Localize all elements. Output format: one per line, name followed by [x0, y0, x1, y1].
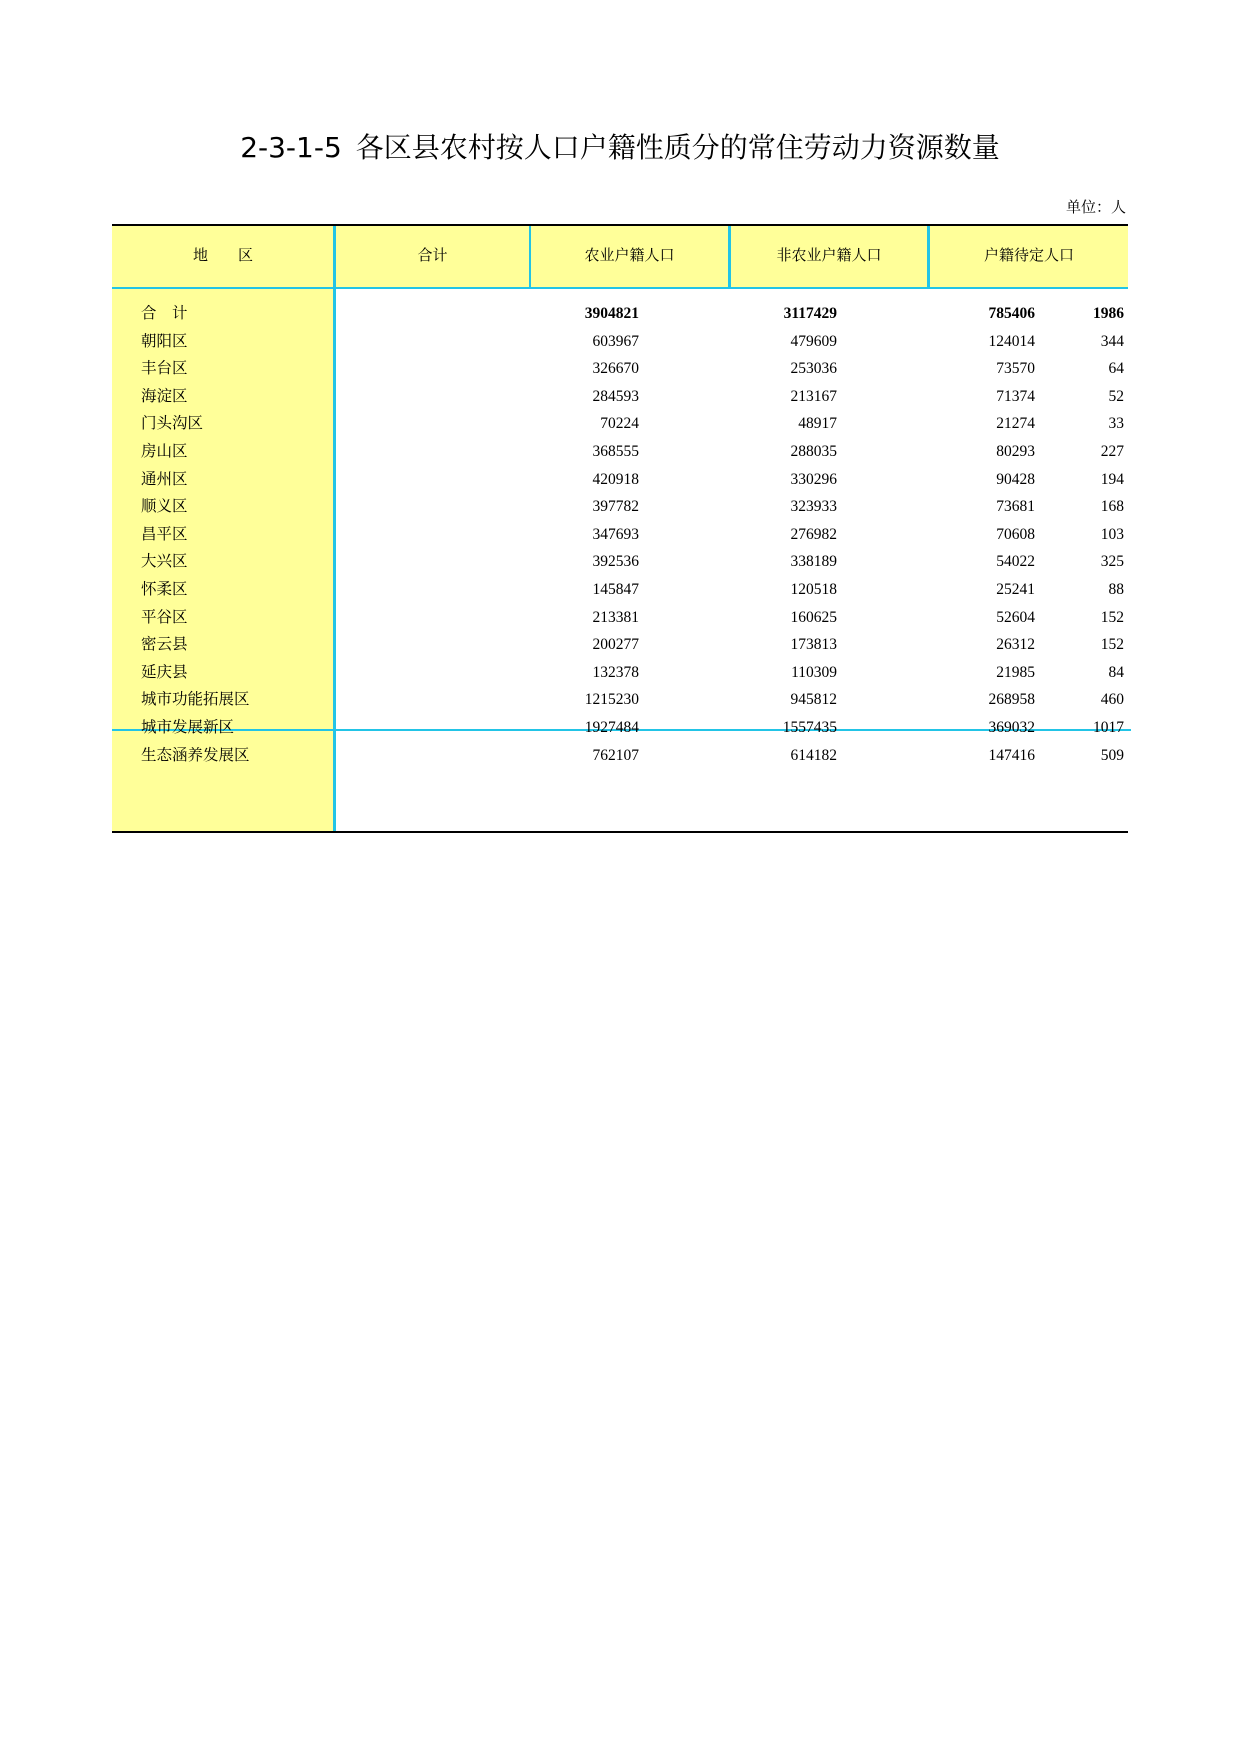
row-pending: 460	[1100, 691, 1124, 709]
row-agricultural: 338189	[790, 553, 837, 571]
row-total: 1927484	[584, 719, 639, 736]
row-total: 420918	[592, 470, 639, 488]
row-agricultural: 479609	[790, 332, 837, 350]
row-total: 368555	[592, 443, 639, 460]
row-non-agricultural: 71374	[996, 387, 1035, 405]
row-total: 762107	[592, 746, 639, 764]
row-agricultural: 120518	[790, 581, 837, 598]
row-non-agricultural: 26312	[996, 636, 1035, 654]
row-non-agricultural: 90428	[996, 470, 1035, 488]
row-non-agricultural: 369032	[988, 719, 1035, 736]
row-pending: 33	[1108, 415, 1124, 433]
row-total: 70224	[600, 415, 639, 433]
row-total: 132378	[592, 663, 639, 681]
table-row	[112, 326, 1128, 357]
row-pending: 152	[1100, 608, 1124, 626]
row-pending: 88	[1108, 581, 1124, 598]
row-pending: 152	[1100, 636, 1124, 654]
row-region: 生态涵养发展区	[141, 746, 250, 764]
header-agricultural: 农业户籍人口	[584, 248, 675, 264]
row-non-agricultural: 124014	[988, 332, 1035, 350]
row-pending: 64	[1108, 360, 1124, 378]
data-table	[112, 224, 1128, 833]
table-row	[112, 353, 1128, 384]
row-region: 通州区	[141, 470, 188, 488]
row-pending: 344	[1100, 332, 1124, 350]
row-agricultural: 160625	[790, 608, 837, 626]
row-agricultural: 323933	[790, 498, 837, 516]
row-region: 城市功能拓展区	[141, 691, 250, 709]
header-non-agricultural: 非农业户籍人口	[776, 248, 882, 264]
row-region: 怀柔区	[141, 581, 188, 598]
row-region: 门头沟区	[141, 415, 204, 433]
row-non-agricultural: 54022	[996, 553, 1035, 571]
row-total: 347693	[592, 525, 639, 543]
row-agricultural: 288035	[790, 443, 837, 460]
table-row	[112, 657, 1128, 688]
row-region: 顺义区	[141, 498, 188, 516]
table-row	[112, 602, 1128, 633]
table-row	[112, 712, 1128, 743]
page-title	[0, 128, 1240, 169]
row-non-agricultural: 147416	[988, 746, 1035, 764]
table-row	[112, 298, 1128, 329]
row-agricultural: 48917	[798, 415, 837, 433]
row-agricultural: 1557435	[782, 719, 837, 736]
table-row	[112, 684, 1128, 715]
row-non-agricultural: 73681	[996, 498, 1035, 516]
row-agricultural: 945812	[790, 691, 837, 709]
table-row	[112, 436, 1128, 467]
table-row	[112, 629, 1128, 660]
row-region: 海淀区	[141, 387, 188, 405]
row-non-agricultural: 25241	[996, 581, 1035, 598]
bottom-rule	[112, 831, 1128, 833]
row-agricultural: 276982	[790, 525, 837, 543]
table-row	[112, 464, 1128, 495]
table-row	[112, 574, 1128, 605]
row-non-agricultural: 52604	[996, 608, 1035, 626]
row-non-agricultural: 80293	[996, 443, 1035, 460]
row-agricultural: 110309	[791, 663, 837, 681]
header-rule	[112, 287, 1128, 289]
row-pending: 52	[1108, 387, 1124, 405]
row-region: 朝阳区	[141, 332, 188, 350]
row-agricultural: 3117429	[783, 305, 837, 322]
table-row	[112, 408, 1128, 439]
row-agricultural: 330296	[790, 470, 837, 488]
row-region: 房山区	[141, 443, 188, 460]
row-non-agricultural: 268958	[988, 691, 1035, 709]
row-total: 145847	[592, 581, 639, 598]
row-total: 392536	[592, 553, 639, 571]
row-non-agricultural: 785406	[988, 305, 1035, 322]
row-pending: 194	[1100, 470, 1124, 488]
row-region: 密云县	[141, 636, 188, 654]
row-total: 284593	[592, 387, 639, 405]
row-region: 延庆县	[141, 663, 188, 681]
table-row	[112, 740, 1128, 771]
header-region: 地 区	[192, 248, 253, 264]
row-non-agricultural: 70608	[996, 525, 1035, 543]
row-region: 合 计	[141, 305, 188, 322]
row-non-agricultural: 21985	[996, 663, 1035, 681]
row-pending: 84	[1108, 663, 1124, 681]
row-region: 平谷区	[141, 608, 188, 626]
row-region: 大兴区	[141, 553, 188, 571]
row-total: 326670	[592, 360, 639, 378]
row-agricultural: 253036	[790, 360, 837, 378]
table-row	[112, 519, 1128, 550]
row-agricultural: 213167	[790, 387, 837, 405]
table-row	[112, 491, 1128, 522]
unit-label: 单位：人	[1065, 200, 1126, 216]
row-total: 397782	[592, 498, 639, 516]
row-pending: 103	[1100, 525, 1124, 543]
row-pending: 168	[1100, 498, 1124, 516]
row-non-agricultural: 21274	[996, 415, 1035, 433]
row-pending: 325	[1100, 553, 1124, 571]
row-region: 昌平区	[141, 525, 188, 543]
row-pending: 227	[1100, 443, 1124, 460]
row-agricultural: 614182	[790, 746, 837, 764]
header-pending: 户籍待定人口	[983, 248, 1074, 264]
row-non-agricultural: 73570	[996, 360, 1035, 378]
row-region: 城市发展新区	[141, 719, 235, 736]
header-total: 合计	[417, 248, 448, 264]
row-agricultural: 173813	[790, 636, 837, 654]
table-name: 各区县农村按人口户籍性质分的常住劳动力资源数量	[355, 131, 1000, 164]
row-pending: 509	[1100, 746, 1124, 764]
row-pending: 1017	[1093, 719, 1124, 736]
row-pending: 1986	[1093, 305, 1124, 322]
row-total: 200277	[592, 636, 639, 654]
row-total: 213381	[592, 608, 639, 626]
row-total: 603967	[592, 332, 639, 350]
row-total: 1215230	[584, 691, 639, 709]
row-region: 丰台区	[141, 360, 188, 378]
table-row	[112, 381, 1128, 412]
table-row	[112, 546, 1128, 577]
row-total: 3904821	[584, 305, 639, 322]
table-code: 2-3-1-5	[240, 131, 342, 164]
